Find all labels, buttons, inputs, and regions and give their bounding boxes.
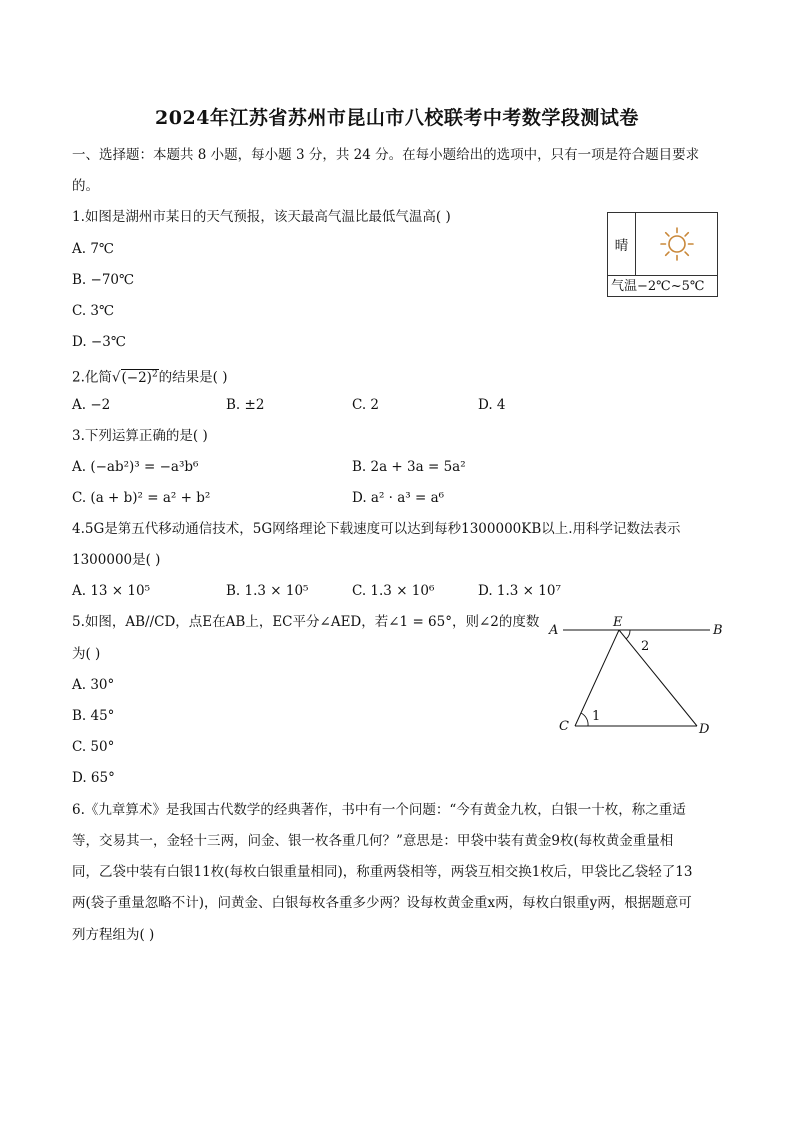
q4-option-a: A. 13 × 10⁵ (72, 583, 150, 599)
q6-line4: 两(袋子重量忽略不计)，问黄金、白银每枚各重多少两？设每枚黄金重x两，每枚白银重y两，根据题意可 (72, 895, 692, 911)
q5-option-d: D. 65° (72, 770, 115, 786)
q2-exponent: 2 (151, 369, 158, 379)
q5-stem-line2: 为( ) (72, 646, 101, 662)
q4-option-c: C. 1.3 × 10⁶ (352, 583, 435, 599)
q4-stem-line2: 1300000是( ) (72, 552, 161, 568)
q6-line3: 同，乙袋中装有白银11枚(每枚白银重量相同)，称重两袋相等，两袋互相交换1枚后，甲袋比乙袋轻了13 (72, 864, 693, 880)
q2-option-d: D. 4 (478, 397, 506, 413)
q4-option-d: D. 1.3 × 10⁷ (478, 583, 561, 599)
section-instruction-line2: 的。 (72, 178, 99, 194)
q6-line5: 列方程组为( ) (72, 927, 155, 943)
page-title: 2024年江苏省苏州市昆山市八校联考中考数学段测试卷 (155, 107, 639, 129)
q2-option-a: A. −2 (72, 397, 111, 413)
q2-stem-pre: 2.化简 (72, 369, 112, 386)
q3-option-b: B. 2a + 3a = 5a² (352, 459, 466, 475)
q2-option-b: B. ±2 (226, 397, 265, 413)
q1-option-c: C. 3℃ (72, 303, 115, 319)
q3-stem: 3.下列运算正确的是( ) (72, 428, 208, 444)
q5-option-c: C. 50° (72, 739, 115, 755)
angle2-arc (626, 630, 630, 639)
q2-stem (72, 365, 228, 387)
q1-stem: 1.如图是湖州市某日的天气预报，该天最高气温比最低气温高( ) (72, 209, 451, 225)
q5-option-a: A. 30° (72, 677, 115, 693)
label-angle1: 1 (592, 709, 601, 724)
segment-ed (619, 630, 697, 726)
sqrt-expression: $√(-2)^2$ (111, 369, 158, 386)
label-b: B (713, 623, 723, 638)
q3-option-c: C. (a + b)² = a² + b² (72, 490, 211, 506)
q2-option-c: C. 2 (352, 397, 380, 413)
label-a: A (549, 623, 559, 638)
weather-forecast-box (607, 212, 718, 297)
q1-option-a: A. 7℃ (72, 241, 115, 257)
q4-stem-line1: 4.5G是第五代移动通信技术，5G网络理论下载速度可以达到每秒1300000KB以上.用科学记数法表示 (72, 521, 681, 537)
label-e: E (613, 615, 623, 630)
q5-option-b: B. 45° (72, 708, 115, 724)
label-c: C (559, 719, 569, 734)
label-d: D (699, 722, 710, 737)
geometry-figure (545, 612, 735, 742)
q1-option-b: B. −70℃ (72, 272, 135, 288)
q5-stem-line1: 5.如图，AB//CD，点E在AB上，EC平分∠AED，若∠1 = 65°，则∠2的度数 (72, 614, 540, 630)
q1-option-d: D. −3℃ (72, 334, 126, 350)
q2-stem-post: 的结果是( ) (158, 369, 228, 386)
label-angle2: 2 (641, 639, 650, 654)
weather-temperature: 气温−2℃~5℃ (608, 275, 718, 297)
q6-line1: 6.《九章算术》是我国古代数学的经典著作，书中有一个问题：“今有黄金九枚，白银一十枚，称之重适 (72, 802, 686, 818)
q3-option-a: A. (−ab²)³ = −a³b⁶ (72, 459, 199, 475)
q4-option-b: B. 1.3 × 10⁵ (226, 583, 309, 599)
weather-label: 晴 (608, 213, 636, 275)
angle1-arc (581, 713, 588, 726)
q3-option-d: D. a² · a³ = a⁶ (352, 490, 445, 506)
q2-radicand: (−2) (121, 369, 152, 386)
sun-icon (657, 224, 697, 264)
section-instruction-line1: 一、选择题：本题共 8 小题，每小题 3 分，共 24 分。在每小题给出的选项中，只有一项是符合题目要求 (72, 147, 700, 163)
q6-line2: 等，交易其一，金轻十三两，问金、银一枚各重几何？”意思是：甲袋中装有黄金9枚(每枚黄金重量相 (72, 833, 674, 849)
